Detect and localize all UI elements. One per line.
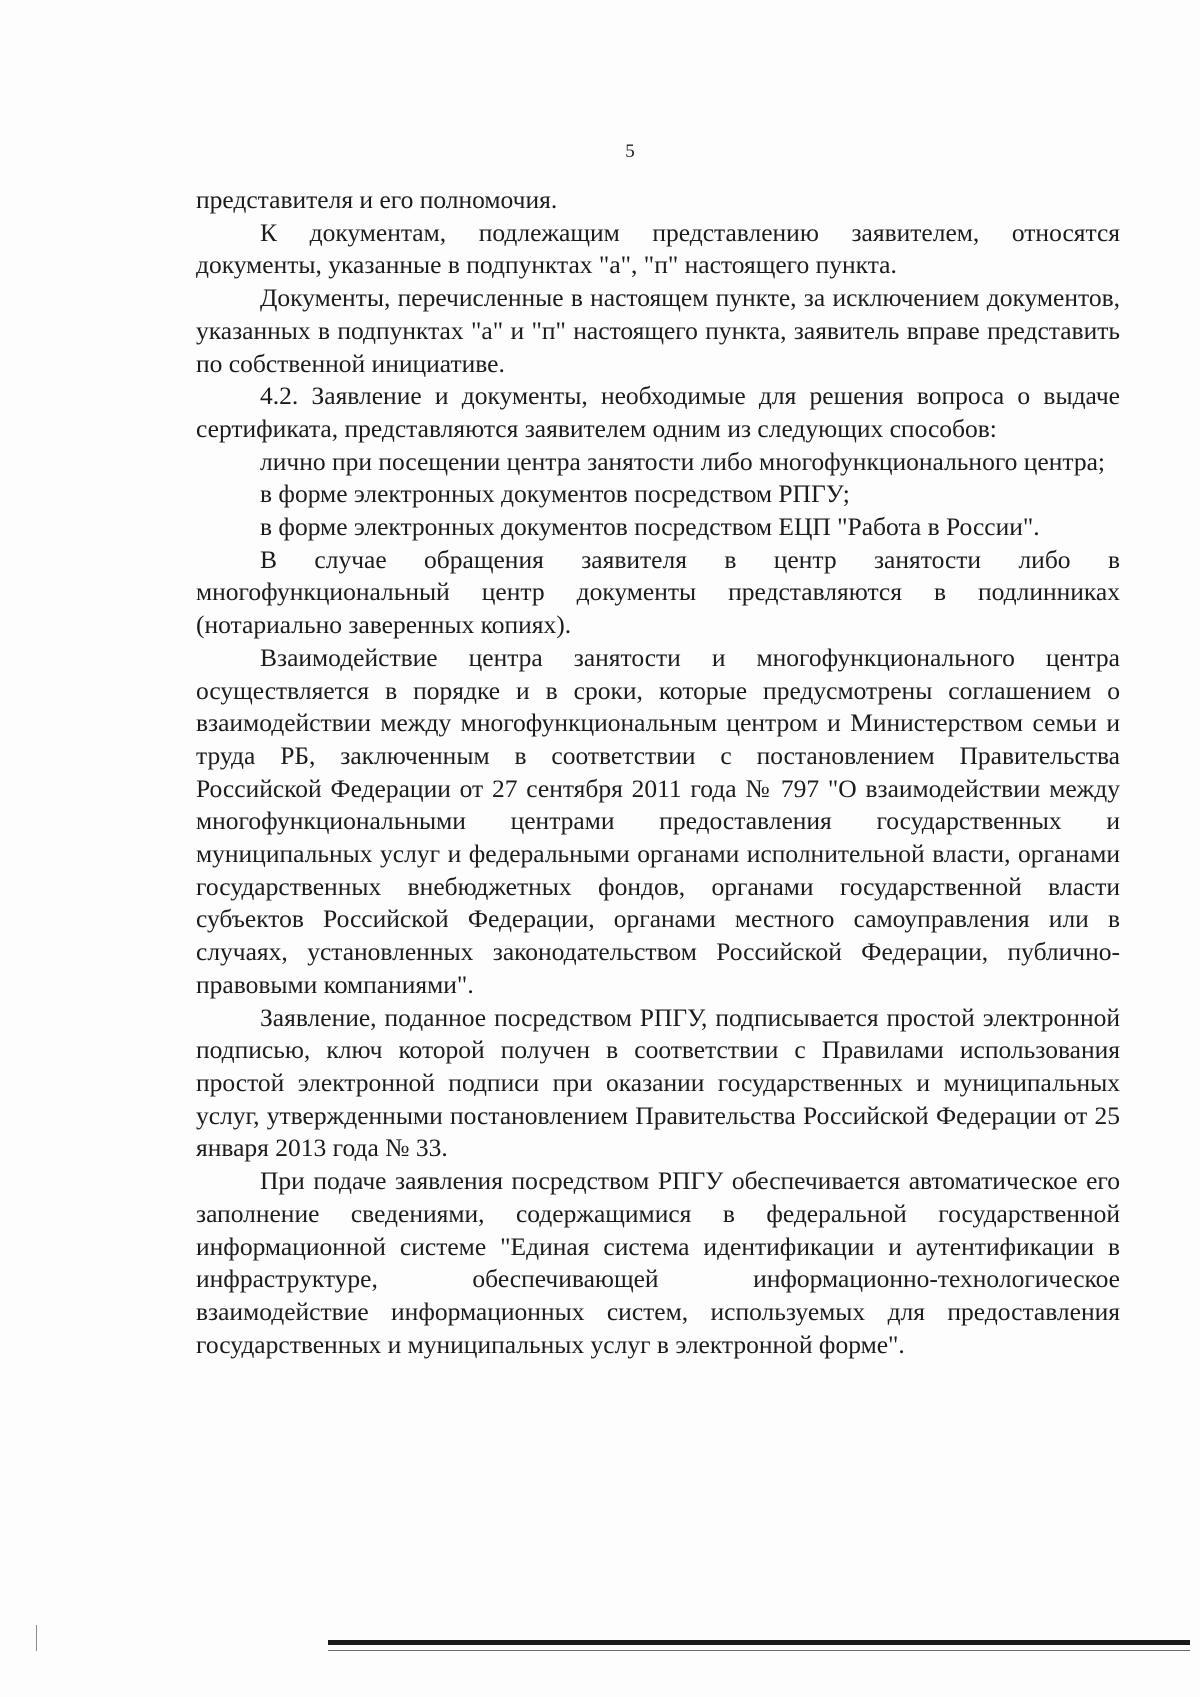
- paragraph-5: лично при посещении центра занятости либо многофункционального центра;: [260, 446, 1105, 476]
- paragraph-9: Взаимодействие центра занятости и многофункционального центра осуществляется в порядке и в сроки, которые предусмотрены соглашением о взаимодействии между многофункциональным центром и Министерством семьи и труда РБ, заключенным в соответствии с постановлением Правительства Российской Федерации от 27 сентября 2011 года № 797 "О взаимодействии между многофункциональными центрами предоставления государственных и муниципальных услуг и федеральными органами исполнительной власти, органами государственных внебюджетных фондов, органами государственной власти субъектов Российской Федерации, органами местного самоуправления или в случаях, установленных законодательством Российской Федерации, публично-правовыми компаниями".: [196, 642, 1120, 999]
- scan-margin-mark: [36, 1625, 37, 1651]
- paragraph-4: 4.2. Заявление и документы, необходимые для решения вопроса о выдаче сертификата, представляются заявителем одним из следующих способов:: [196, 381, 1120, 443]
- paragraph-3: Документы, перечисленные в настоящем пункте, за исключением документов, указанных в подпунктах "а" и "п" настоящего пункта, заявитель вправе представить по собственной инициативе.: [196, 283, 1120, 378]
- paragraph-11: При подаче заявления посредством РПГУ обеспечивается автоматическое его заполнение сведениями, содержащимися в федеральной государственной информационной системе "Единая система идентификации и аутентификации в инфраструктуре, обеспечивающей информационно-технологическое взаимодействие информационных систем, используемых для предоставления государственных и муниципальных услуг в электронной форме".: [196, 1166, 1120, 1359]
- paragraph-6: в форме электронных документов посредством РПГУ;: [260, 479, 850, 509]
- page-number: 5: [625, 141, 635, 162]
- paragraph-2: К документам, подлежащим представлению заявителем, относятся документы, указанные в подпунктах "а", "п" настоящего пункта.: [196, 217, 1120, 280]
- document-body: [196, 184, 1120, 1361]
- scan-bottom-edge: [328, 1640, 1190, 1645]
- paragraph-10: Заявление, поданное посредством РПГУ, подписывается простой электронной подписью, ключ которой получен в соответствии с Правилами использования простой электронной подписи при оказании государственных и муниципальных услуг, утвержденными постановлением Правительства Российской Федерации от 25 января 2013 года № 33.: [196, 1002, 1120, 1163]
- paragraph-7: в форме электронных документов посредством ЕЦП "Работа в России".: [260, 512, 1040, 542]
- paragraph-8: В случае обращения заявителя в центр занятости либо в многофункциональный центр документы представляются в подлинниках (нотариально заверенных копиях).: [196, 544, 1120, 640]
- paragraph-1: представителя и его полномочия.: [196, 185, 558, 214]
- scan-bottom-edge-line: [328, 1650, 1190, 1651]
